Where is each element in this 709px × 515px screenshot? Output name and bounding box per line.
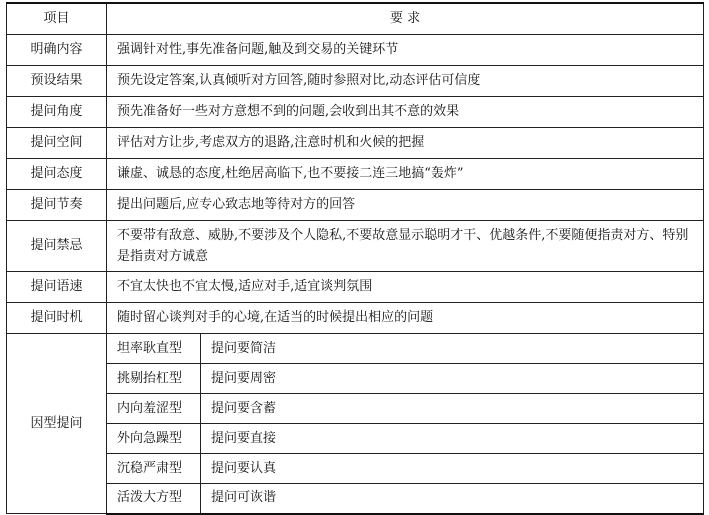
type-name: 活泼大方型 (107, 484, 201, 514)
header-item: 项目 (7, 3, 107, 35)
row-requirement: 提出问题后,应专心致志地等待对方的回答 (107, 190, 704, 221)
type-requirement: 提问要含蓄 (201, 394, 704, 424)
table-header-row (7, 3, 704, 35)
table-row (7, 159, 704, 190)
row-requirement: 强调针对性,事先准备问题,触及到交易的关键环节 (107, 35, 704, 66)
type-name: 外向急躁型 (107, 424, 201, 454)
row-requirement: 不宜太快也不宜太慢,适应对手,适宜谈判氛围 (107, 272, 704, 303)
table-row (7, 97, 704, 128)
type-row (7, 424, 704, 454)
table-row (7, 128, 704, 159)
row-requirement: 评估对方让步,考虑双方的退路,注意时机和火候的把握 (107, 128, 704, 159)
type-name: 内向羞涩型 (107, 394, 201, 424)
type-requirement: 提问要直接 (201, 424, 704, 454)
type-requirement: 提问可诙谐 (201, 484, 704, 514)
type-row (7, 454, 704, 484)
row-requirement: 不要带有敌意、威胁,不要涉及个人隐私,不要故意显示聪明才干、优越条件,不要随便指责对方、特别是指责对方诚意 (107, 221, 704, 272)
table-row (7, 35, 704, 66)
header-requirement: 要 求 (107, 3, 704, 35)
type-name: 挑剔抬杠型 (107, 364, 201, 394)
row-item: 明确内容 (7, 35, 107, 66)
row-item: 提问时机 (7, 303, 107, 334)
row-item: 预设结果 (7, 66, 107, 97)
type-row (7, 364, 704, 394)
row-requirement: 预先准备好一些对方意想不到的问题,会收到出其不意的效果 (107, 97, 704, 128)
row-item: 提问节奏 (7, 190, 107, 221)
row-item: 提问禁忌 (7, 221, 107, 272)
type-name: 坦率耿直型 (107, 334, 201, 364)
row-requirement: 谦虚、诚恳的态度,杜绝居高临下,也不要接二连三地搞“轰炸” (107, 159, 704, 190)
row-requirement: 预先设定答案,认真倾听对方回答,随时参照对比,动态评估可信度 (107, 66, 704, 97)
type-requirement: 提问要周密 (201, 364, 704, 394)
row-requirement: 随时留心谈判对手的心境,在适当的时候提出相应的问题 (107, 303, 704, 334)
type-requirement: 提问要简洁 (201, 334, 704, 364)
table-row (7, 303, 704, 334)
questioning-requirements-table (6, 2, 704, 515)
row-item: 提问空间 (7, 128, 107, 159)
table-row (7, 66, 704, 97)
type-based-item: 因型提问 (7, 334, 107, 514)
type-requirement: 提问要认真 (201, 454, 704, 484)
table-row (7, 190, 704, 221)
row-item: 提问态度 (7, 159, 107, 190)
row-item: 提问语速 (7, 272, 107, 303)
type-row (7, 394, 704, 424)
table-row (7, 221, 704, 272)
type-row (7, 484, 704, 514)
table-row (7, 272, 704, 303)
row-item: 提问角度 (7, 97, 107, 128)
type-row (7, 334, 704, 364)
type-name: 沉稳严肃型 (107, 454, 201, 484)
